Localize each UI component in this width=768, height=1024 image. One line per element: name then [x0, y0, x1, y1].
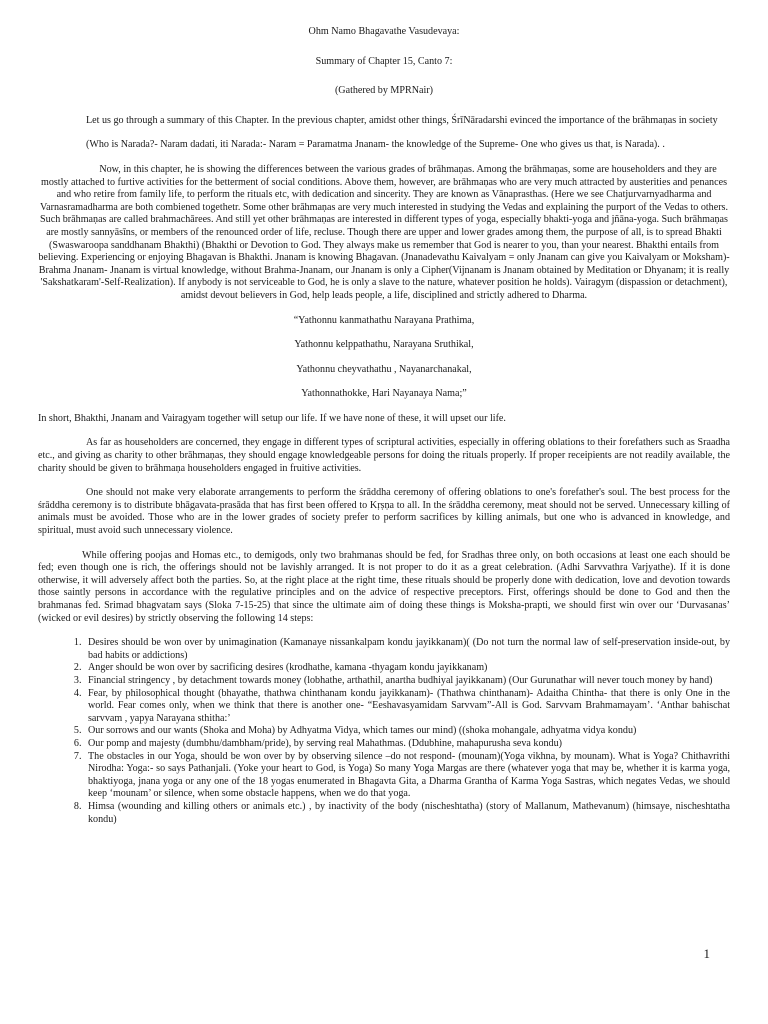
verse-line: Yathonnathokke, Hari Nayanaya Nama;”: [301, 388, 467, 400]
list-item: 6. Our pomp and majesty (dumbhu/dambham/pride), by serving real Mahathmas. (Ddubhine, mahapurusha seva kondu): [84, 738, 730, 751]
list-item: 2. Anger should be won over by sacrificing desires (krodhathe, kamana -thyagam kondu jayikkanam): [84, 662, 730, 675]
steps-list: [38, 637, 730, 826]
list-item: 1. Desires should be won over by unimagination (Kamanaye nissankalpam kondu jayikkanam)( (Do not turn the normal law of self-preservation inside-out, by bad habits or addictions): [84, 637, 730, 662]
verse-line: Yathonnu cheyvathathu , Nayanarchanakal,: [296, 363, 472, 375]
grades-paragraph: Now, in this chapter, he is showing the differences between the various grades of brāhmaṇas. Among the brāhmaṇas, some are householders and they are mostly attached to furtive activities for the betterment of social conditions. Above them, however, are brāhmaṇas who are very much attracted by austerities and penances and who retire from family life, to perform the rituals etc, with dedication and sincerity. They are known as Vānaprasthas. (Here we see Chatjurvarnyadharma and Varnasramadharma are both combiened togethetr. Some other brāhmaṇas are very much interested in studying the Vedas and explaining the purport of the Vedas to others. Such brāhmaṇas are called brahmachārees. And still yet other brāhmaṇas are interested in different types of yoga, especially bhakti-yoga and jñāna-yoga. Such brāhmaṇas are mostly sannyāsīns, or members of the renounced order of life, recluse. Though there are upper and lower grades among them, the purpose of all, is to spread Bhakti (Swaswaroopa sanddhanam Bhakthi) (Bhakthi or Devotion to God. They always make us remember that God is nearer to you, than your nearest. Bhakthi entails from believing. Experiencing or enjoying Bhagavan is Bhakthi. Jnanam is knowing Bhagavan. (Jnanadevathu Kaivalyam = only Jnanam can give you Kaivalyam or Moksham)- Brahma Jnanam- Jnanam is virtual knowledge, without Brahma-Jnanam, our Jnanam is only a Cipher(Vijnanam is Jnanam obtained by Meditation or Dhyanam; it is really 'Sakshatkaram'-Self-Realization). If anybody is not serviceable to God, he is only a slave to the nature, whatever position he holds). Vairagym (dispassion or detachment), amidst devout believers in God, help leads people, a life, disciplined and strictly adhered to Dharma.: [38, 163, 730, 301]
page-number: 1: [703, 946, 710, 961]
invocation-line: Ohm Namo Bhagavathe Vasudevaya:: [308, 26, 460, 37]
summary-heading: Summary of Chapter 15, Canto 7:: [315, 55, 453, 67]
narada-paragraph: (Who is Narada?- Naram dadati, iti Narada:- Naram = Paramatma Jnanam- the knowledge of the Supreme- One who gives us that, is Narada). .: [86, 139, 665, 151]
poojas-paragraph: While offering poojas and Homas etc., to demigods, only two brahmanas should be fed, for Sradhas three only, on both occasions at least one each should be fed; even though one is rich, the offerings should not be lavishly arranged. It is not proper to do it as a great celebration. (Adhi Sarvvathra Varjyathe). If it is done otherwise, it will adversely affect both the parties. So, at the right place at the right time, these rituals should be properly done with dedication, love and devotion towards those saintly persons in accordance with the regulative principles and on the advice of respective preceptors. First, offerings should be done to God and then the brahmanas fed. Srimad bhagvatam says (Sloka 7-15-25) that since the ultimate aim of doing these things is Moksha-prapti, we should first win over our ‘Durvasanas’ (wicked or evil desires) by strictly observing the following 14 steps:: [38, 549, 730, 624]
list-item: 5. Our sorrows and our wants (Shoka and Moha) by Adhyatma Vidya, which tames our mind) ((shoka mohangale, adhyatma vidya kondu): [84, 725, 730, 738]
list-item: 3. Financial stringency , by detachment towards money (lobhathe, arthathil, anartha budhiyal jayikkanam) (Our Gurunathar will never touch money by hand): [84, 675, 730, 688]
gathered-by-line: (Gathered by MPRNair): [334, 85, 434, 97]
verse-line: Yathonnu kelppathathu, Narayana Sruthikal,: [294, 339, 474, 351]
short-paragraph: In short, Bhakthi, Jnanam and Vairagyam together will setup our life. If we have none of these, it will upset our life.: [38, 412, 506, 424]
intro-paragraph: Let us go through a summary of this Chapter. In the previous chapter, amidst other things, ŚrīNāradarshi evinced the importance of the brāhmaṇas in society: [86, 114, 718, 126]
householders-paragraph: As far as householders are concerned, they engage in different types of scriptural activities, especially in offering oblations to their forefathers such as Sraadha etc., and giving as charity to other brāhmaṇas, they should engage knowledgeable persons for doing the rituals properly. If proper receipients are not readily available, the charity should be given to brāhmaṇa householders engaged in fruitive activities.: [38, 437, 730, 474]
list-item: 4. Fear, by philosophical thought (bhayathe, thathwa chinthanam kondu jayikkanam)- (Thathwa chinthanam)- Adaitha Chintha- that there is only One in the world. Fear comes only, when we think that there is another one- “Eeshavasyamidam Sarvvam”-All is God. Sarvvam Brahmamayam’. ‘Anthar bahischat sarvvam , yapya Narayana sthitha:’: [84, 688, 730, 726]
document-page: [38, 26, 730, 826]
list-item: 8. Himsa (wounding and killing others or animals etc.) , by inactivity of the body (nischeshtatha) (story of Mallanum, Mathevanum) (himsaye, nischeshtatha kondu): [84, 801, 730, 826]
sraddha-paragraph: One should not make very elaborate arrangements to perform the śrāddha ceremony of offering oblations to one's forefather's soul. The best process for the śrāddha ceremony is to distribute bhāgavata-prasāda that has first been offered to Kṛṣṇa to all. In the śrāddha ceremony, meat should not be served. Unnecessary killing of animals must be avoided. Those who are in the lower grades of society prefer to perform sacrifices by killing animals, but one who is advanced in knowledge, and spiritual, must avoid such unnecessary violence.: [38, 487, 730, 537]
list-item: 7. The obstacles in our Yoga, should be won over by by observing silence –do not respond- (mounam)(Yoga vikhna, by mounam). What is Yoga? Chithavrithi Nirodha: Yoga:- so says Pathanjali. (Yoke your heart to God, is Yoga) So many Yoga Margas are there (whatever yoga that may be, whether it is karma yoga, bhaktiyoga, jnana yoga or any one of the 18 yogas enumerated in Bhagavta Gita, a Dharma Grantha of Karma Yoga Sastras, which negates Vedas, we should keep ‘mounam’ or silence, when some obstacle happens, when we do that yoga.: [84, 751, 730, 801]
verse-line: “Yathonnu kanmathathu Narayana Prathima,: [293, 314, 475, 326]
